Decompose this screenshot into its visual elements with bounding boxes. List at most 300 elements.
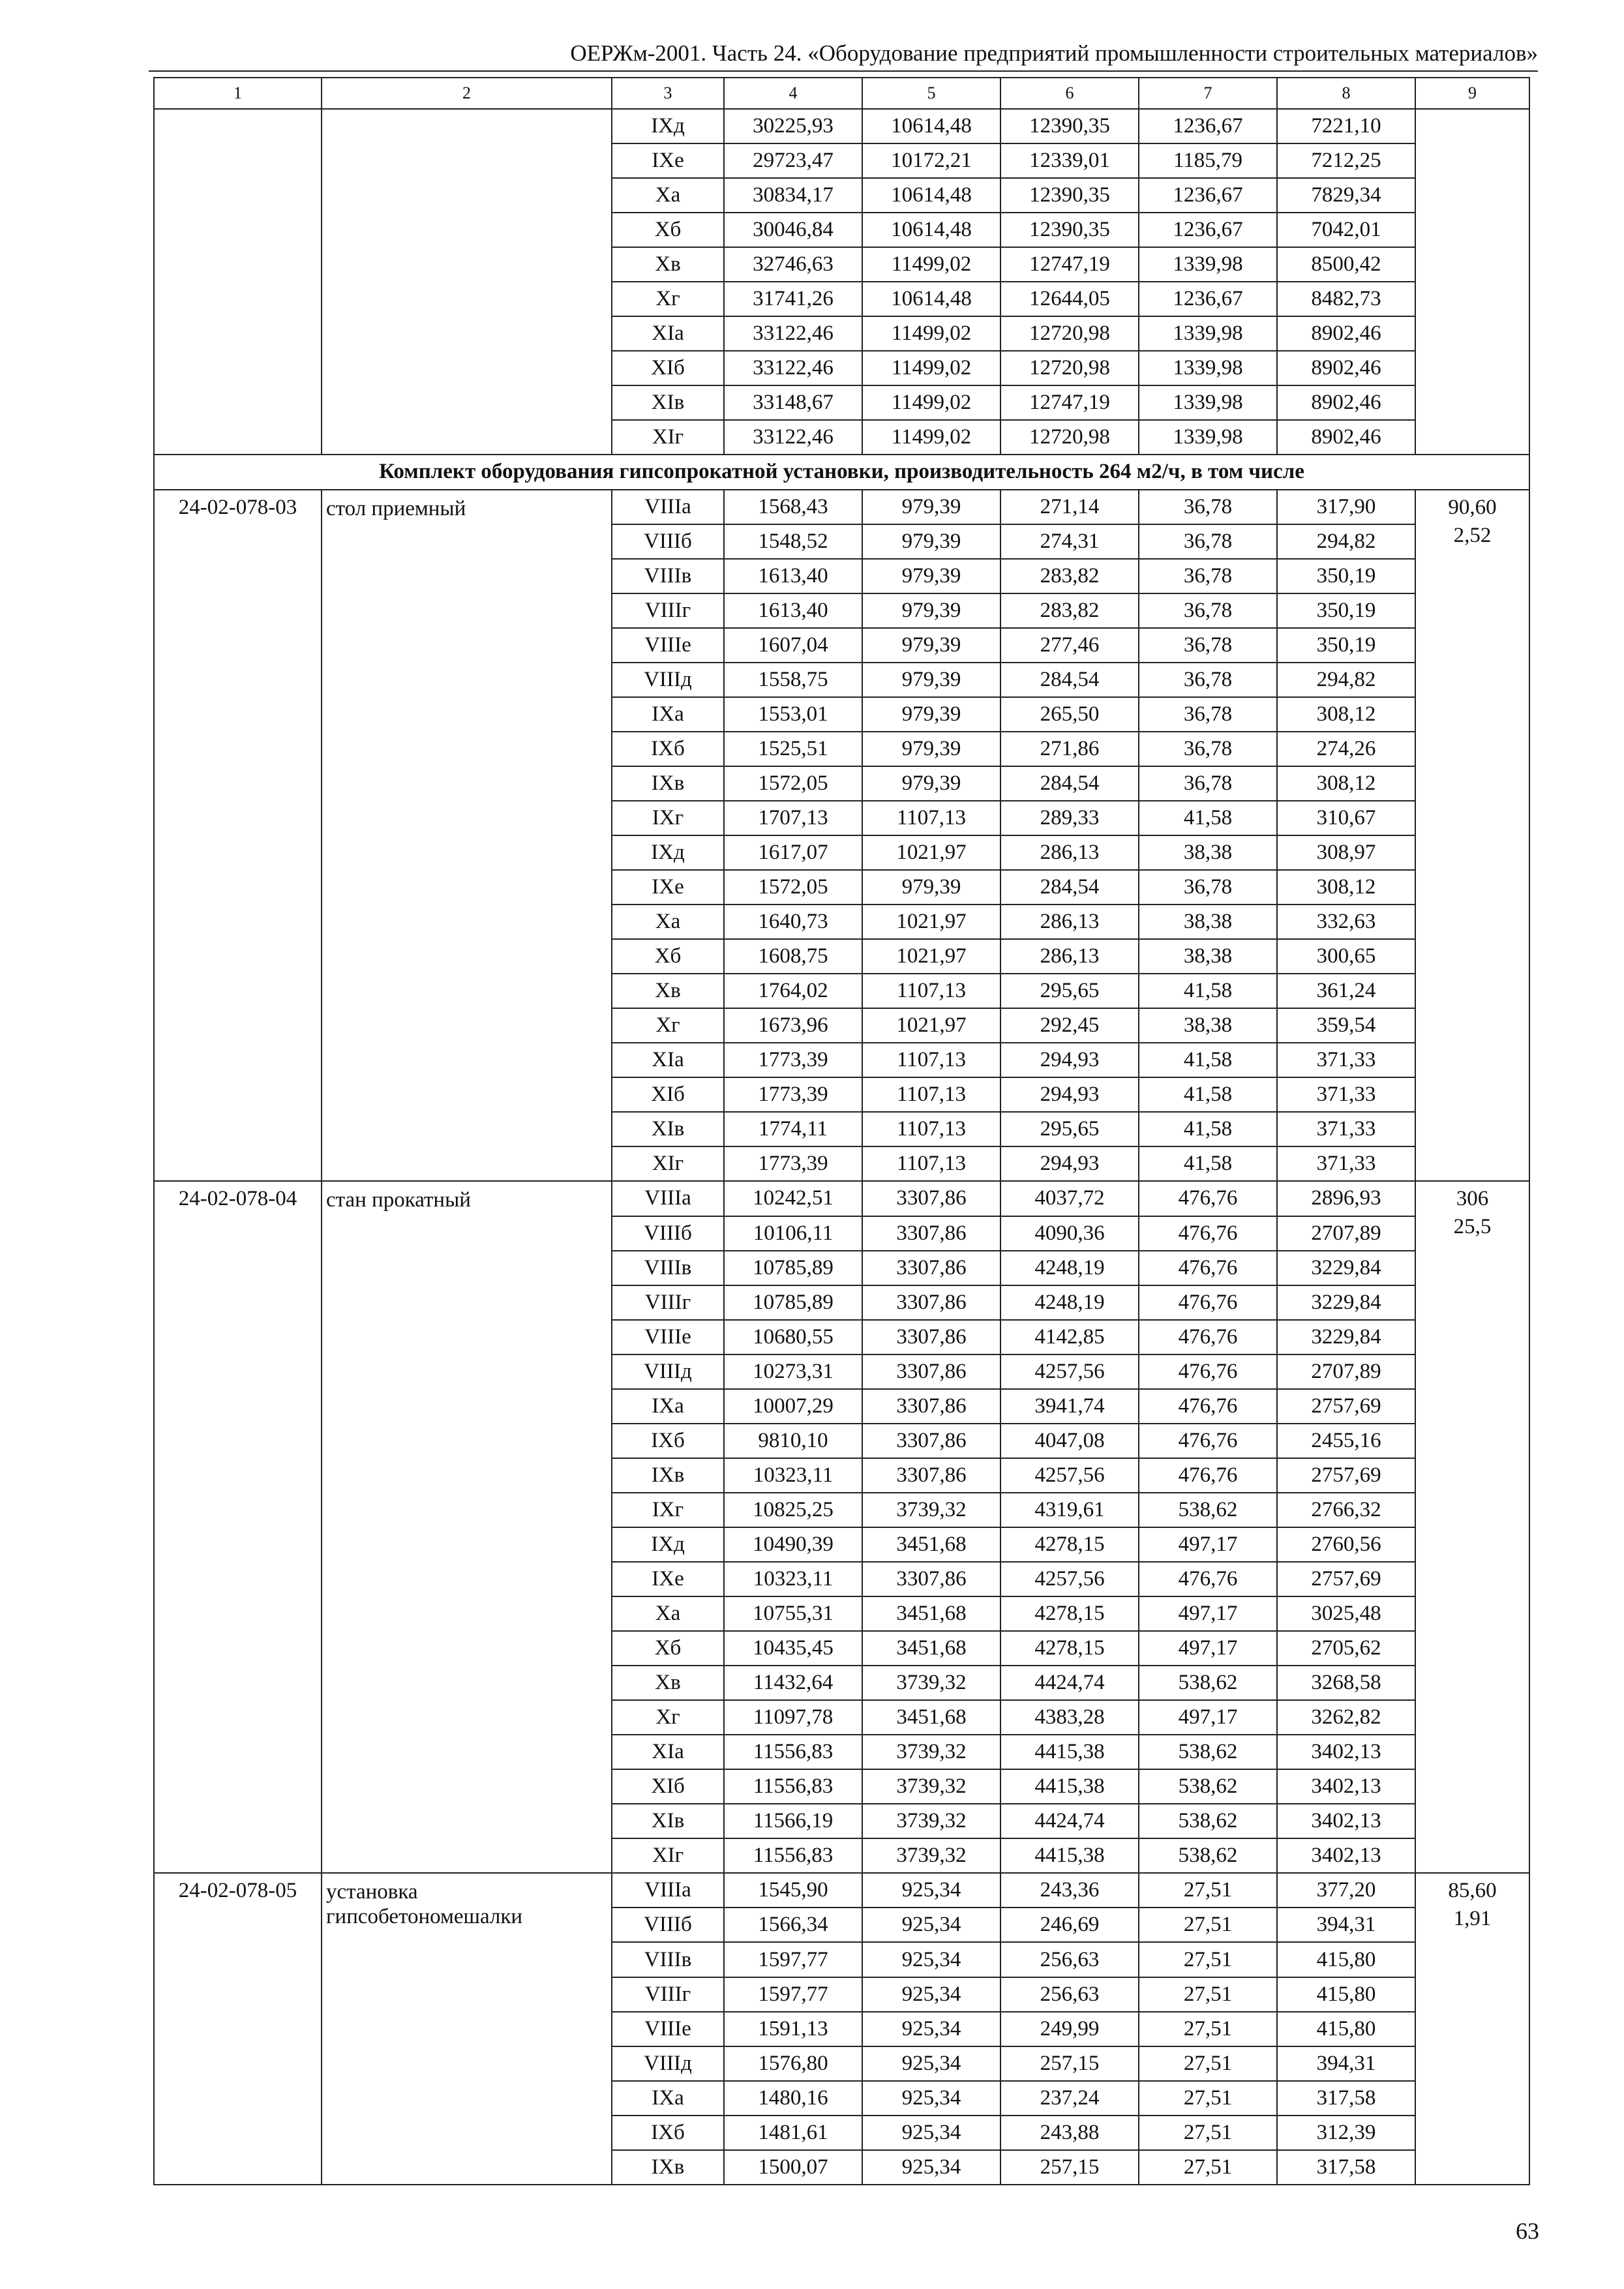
total-cost-cell: 1481,61 — [724, 2116, 862, 2150]
materials-cost-cell: 8902,46 — [1277, 351, 1415, 385]
machine-cost-cell: 257,15 — [1000, 2150, 1139, 2185]
materials-cost-cell: 312,39 — [1277, 2116, 1415, 2150]
machine-cost-cell: 286,13 — [1000, 939, 1139, 974]
materials-cost-cell: 7829,34 — [1277, 178, 1415, 213]
materials-cost-cell: 8902,46 — [1277, 316, 1415, 351]
machinist-wages-cell: 476,76 — [1139, 1424, 1277, 1458]
region-zone-cell: VIIIа — [612, 1873, 724, 1908]
region-zone-cell: VIIIа — [612, 1181, 724, 1216]
machine-cost-cell: 283,82 — [1000, 559, 1139, 593]
machine-cost-cell: 243,36 — [1000, 1873, 1139, 1908]
total-cost-cell: 1613,40 — [724, 559, 862, 593]
materials-cost-cell: 361,24 — [1277, 974, 1415, 1008]
machine-cost-cell: 4424,74 — [1000, 1666, 1139, 1700]
region-zone-cell: IXе — [612, 870, 724, 905]
machine-cost-cell: 12339,01 — [1000, 143, 1139, 178]
materials-cost-cell: 350,19 — [1277, 559, 1415, 593]
region-zone-cell: XIб — [612, 1077, 724, 1112]
materials-cost-cell: 3402,13 — [1277, 1804, 1415, 1838]
wages-cell: 10614,48 — [862, 213, 1000, 247]
total-cost-cell: 31741,26 — [724, 282, 862, 316]
machine-cost-cell: 12644,05 — [1000, 282, 1139, 316]
region-zone-cell: IXа — [612, 697, 724, 732]
machine-cost-cell: 4278,15 — [1000, 1527, 1139, 1562]
machinist-wages-cell: 476,76 — [1139, 1458, 1277, 1493]
machine-cost-cell: 12390,35 — [1000, 213, 1139, 247]
wages-cell: 3739,32 — [862, 1838, 1000, 1873]
wages-cell: 3307,86 — [862, 1458, 1000, 1493]
materials-cost-cell: 394,31 — [1277, 2046, 1415, 2081]
machine-cost-cell: 294,93 — [1000, 1077, 1139, 1112]
machinist-wages-cell: 36,78 — [1139, 732, 1277, 766]
materials-cost-cell: 308,12 — [1277, 697, 1415, 732]
price-table — [153, 77, 1530, 2185]
machinist-wages-cell: 27,51 — [1139, 1942, 1277, 1977]
wages-cell: 925,34 — [862, 2046, 1000, 2081]
total-cost-cell: 30834,17 — [724, 178, 862, 213]
materials-cost-cell: 3262,82 — [1277, 1700, 1415, 1735]
region-zone-cell: XIа — [612, 1735, 724, 1769]
machinist-wages-cell: 1339,98 — [1139, 247, 1277, 282]
materials-cost-cell: 359,54 — [1277, 1008, 1415, 1043]
wages-cell: 11499,02 — [862, 420, 1000, 455]
machine-cost-cell: 249,99 — [1000, 2012, 1139, 2046]
column-number: 7 — [1139, 78, 1277, 109]
machinist-wages-cell: 538,62 — [1139, 1666, 1277, 1700]
wages-cell: 3739,32 — [862, 1666, 1000, 1700]
materials-cost-cell: 8902,46 — [1277, 420, 1415, 455]
wages-cell: 3307,86 — [862, 1354, 1000, 1389]
machinist-wages-cell: 41,58 — [1139, 1112, 1277, 1146]
machinist-wages-cell: 27,51 — [1139, 1873, 1277, 1908]
total-cost-cell: 30046,84 — [724, 213, 862, 247]
machine-cost-cell: 12747,19 — [1000, 385, 1139, 420]
materials-cost-cell: 2757,69 — [1277, 1562, 1415, 1596]
norm-cell — [1415, 109, 1529, 455]
column-number: 2 — [322, 78, 612, 109]
machinist-wages-cell: 41,58 — [1139, 801, 1277, 835]
materials-cost-cell: 2707,89 — [1277, 1216, 1415, 1251]
total-cost-cell: 10323,11 — [724, 1458, 862, 1493]
total-cost-cell: 11566,19 — [724, 1804, 862, 1838]
table-row — [154, 1181, 1529, 1216]
table-row — [154, 490, 1529, 524]
materials-cost-cell: 415,80 — [1277, 1977, 1415, 2012]
materials-cost-cell: 7221,10 — [1277, 109, 1415, 143]
materials-cost-cell: 415,80 — [1277, 2012, 1415, 2046]
wages-cell: 10172,21 — [862, 143, 1000, 178]
wages-cell: 925,34 — [862, 1873, 1000, 1908]
norm-value: 306 — [1456, 1187, 1489, 1211]
materials-cost-cell: 350,19 — [1277, 593, 1415, 628]
wages-cell: 925,34 — [862, 1977, 1000, 2012]
region-zone-cell: Xв — [612, 974, 724, 1008]
total-cost-cell: 11556,83 — [724, 1769, 862, 1804]
machine-cost-cell: 12720,98 — [1000, 420, 1139, 455]
region-zone-cell: VIIIб — [612, 1908, 724, 1942]
total-cost-cell: 10242,51 — [724, 1181, 862, 1216]
total-cost-cell: 1553,01 — [724, 697, 862, 732]
total-cost-cell: 1640,73 — [724, 905, 862, 939]
region-zone-cell: VIIIе — [612, 2012, 724, 2046]
machinist-wages-cell: 497,17 — [1139, 1631, 1277, 1666]
wages-cell: 3307,86 — [862, 1251, 1000, 1285]
materials-cost-cell: 3025,48 — [1277, 1596, 1415, 1631]
machinist-wages-cell: 27,51 — [1139, 1977, 1277, 2012]
machine-cost-cell: 257,15 — [1000, 2046, 1139, 2081]
column-number: 1 — [154, 78, 322, 109]
total-cost-cell: 1707,13 — [724, 801, 862, 835]
wages-cell: 3307,86 — [862, 1389, 1000, 1424]
wages-cell: 1107,13 — [862, 1112, 1000, 1146]
materials-cost-cell: 2757,69 — [1277, 1389, 1415, 1424]
wages-cell: 1021,97 — [862, 1008, 1000, 1043]
machine-cost-cell: 284,54 — [1000, 663, 1139, 697]
machinist-wages-cell: 27,51 — [1139, 1908, 1277, 1942]
machine-cost-cell: 271,14 — [1000, 490, 1139, 524]
region-zone-cell: VIIIв — [612, 1251, 724, 1285]
machine-cost-cell: 294,93 — [1000, 1146, 1139, 1181]
total-cost-cell: 1500,07 — [724, 2150, 862, 2185]
norm-cell — [1415, 490, 1529, 1182]
wages-cell: 10614,48 — [862, 282, 1000, 316]
region-zone-cell: IXд — [612, 835, 724, 870]
machinist-wages-cell: 36,78 — [1139, 663, 1277, 697]
section-title: Комплект оборудования гипсопрокатной установки, производительность 264 м2/ч, в том числе — [154, 455, 1529, 489]
section-row — [154, 455, 1529, 489]
table-body — [154, 109, 1529, 2185]
wages-cell: 1107,13 — [862, 1077, 1000, 1112]
machine-cost-cell: 4383,28 — [1000, 1700, 1139, 1735]
machinist-wages-cell: 36,78 — [1139, 766, 1277, 801]
materials-cost-cell: 2705,62 — [1277, 1631, 1415, 1666]
region-zone-cell: VIIIг — [612, 1977, 724, 2012]
total-cost-cell: 1608,75 — [724, 939, 862, 974]
materials-cost-cell: 371,33 — [1277, 1077, 1415, 1112]
total-cost-cell: 1576,80 — [724, 2046, 862, 2081]
machine-cost-cell: 4415,38 — [1000, 1735, 1139, 1769]
wages-cell: 3307,86 — [862, 1181, 1000, 1216]
region-zone-cell: Xг — [612, 1700, 724, 1735]
machinist-wages-cell: 476,76 — [1139, 1354, 1277, 1389]
machine-cost-cell: 4037,72 — [1000, 1181, 1139, 1216]
region-zone-cell: VIIIг — [612, 1285, 724, 1320]
wages-cell: 3739,32 — [862, 1735, 1000, 1769]
materials-cost-cell: 3402,13 — [1277, 1769, 1415, 1804]
wages-cell: 1021,97 — [862, 939, 1000, 974]
wages-cell: 3451,68 — [862, 1527, 1000, 1562]
total-cost-cell: 33148,67 — [724, 385, 862, 420]
machine-cost-cell: 12390,35 — [1000, 109, 1139, 143]
code-cell — [154, 109, 322, 455]
wages-cell: 925,34 — [862, 2150, 1000, 2185]
wages-cell: 979,39 — [862, 628, 1000, 663]
materials-cost-cell: 350,19 — [1277, 628, 1415, 663]
total-cost-cell: 1568,43 — [724, 490, 862, 524]
region-zone-cell: IXе — [612, 143, 724, 178]
total-cost-cell: 10755,31 — [724, 1596, 862, 1631]
region-zone-cell: VIIIе — [612, 628, 724, 663]
wages-cell: 10614,48 — [862, 109, 1000, 143]
region-zone-cell: VIIIб — [612, 524, 724, 559]
wages-cell: 3307,86 — [862, 1285, 1000, 1320]
wages-cell: 3307,86 — [862, 1216, 1000, 1251]
materials-cost-cell: 371,33 — [1277, 1043, 1415, 1077]
machine-cost-cell: 4415,38 — [1000, 1838, 1139, 1873]
machine-cost-cell: 12747,19 — [1000, 247, 1139, 282]
machinist-wages-cell: 538,62 — [1139, 1493, 1277, 1527]
total-cost-cell: 10680,55 — [724, 1320, 862, 1354]
total-cost-cell: 33122,46 — [724, 316, 862, 351]
total-cost-cell: 1773,39 — [724, 1146, 862, 1181]
wages-cell: 979,39 — [862, 559, 1000, 593]
machinist-wages-cell: 1236,67 — [1139, 282, 1277, 316]
wages-cell: 979,39 — [862, 663, 1000, 697]
total-cost-cell: 30225,93 — [724, 109, 862, 143]
machine-cost-cell: 4142,85 — [1000, 1320, 1139, 1354]
total-cost-cell: 1566,34 — [724, 1908, 862, 1942]
region-zone-cell: XIб — [612, 1769, 724, 1804]
machinist-wages-cell: 538,62 — [1139, 1804, 1277, 1838]
region-zone-cell: IXб — [612, 2116, 724, 2150]
machinist-wages-cell: 476,76 — [1139, 1251, 1277, 1285]
machine-cost-cell: 237,24 — [1000, 2081, 1139, 2116]
machinist-wages-cell: 41,58 — [1139, 974, 1277, 1008]
machinist-wages-cell: 1339,98 — [1139, 351, 1277, 385]
total-cost-cell: 10490,39 — [724, 1527, 862, 1562]
machine-cost-cell: 284,54 — [1000, 870, 1139, 905]
materials-cost-cell: 7212,25 — [1277, 143, 1415, 178]
region-zone-cell: XIг — [612, 420, 724, 455]
region-zone-cell: IXб — [612, 1424, 724, 1458]
wages-cell: 1107,13 — [862, 801, 1000, 835]
machinist-wages-cell: 476,76 — [1139, 1285, 1277, 1320]
total-cost-cell: 1673,96 — [724, 1008, 862, 1043]
region-zone-cell: IXв — [612, 766, 724, 801]
wages-cell: 3739,32 — [862, 1493, 1000, 1527]
wages-cell: 1107,13 — [862, 1146, 1000, 1181]
region-zone-cell: VIIIе — [612, 1320, 724, 1354]
region-zone-cell: XIа — [612, 316, 724, 351]
table-row — [154, 109, 1529, 143]
region-zone-cell: VIIIд — [612, 2046, 724, 2081]
machine-cost-cell: 4090,36 — [1000, 1216, 1139, 1251]
region-zone-cell: IXе — [612, 1562, 724, 1596]
machinist-wages-cell: 476,76 — [1139, 1216, 1277, 1251]
wages-cell: 1107,13 — [862, 974, 1000, 1008]
materials-cost-cell: 2896,93 — [1277, 1181, 1415, 1216]
machinist-wages-cell: 36,78 — [1139, 490, 1277, 524]
wages-cell: 11499,02 — [862, 351, 1000, 385]
machinist-wages-cell: 38,38 — [1139, 1008, 1277, 1043]
column-number: 9 — [1415, 78, 1529, 109]
materials-cost-cell: 3229,84 — [1277, 1285, 1415, 1320]
total-cost-cell: 1773,39 — [724, 1043, 862, 1077]
machine-cost-cell: 277,46 — [1000, 628, 1139, 663]
total-cost-cell: 10785,89 — [724, 1285, 862, 1320]
machinist-wages-cell: 36,78 — [1139, 870, 1277, 905]
materials-cost-cell: 274,26 — [1277, 732, 1415, 766]
code-cell: 24-02-078-05 — [154, 1873, 322, 2184]
machinist-wages-cell: 476,76 — [1139, 1181, 1277, 1216]
machinist-wages-cell: 497,17 — [1139, 1527, 1277, 1562]
machine-cost-cell: 286,13 — [1000, 905, 1139, 939]
total-cost-cell: 1597,77 — [724, 1977, 862, 2012]
norm-cell — [1415, 1873, 1529, 2184]
wages-cell: 3451,68 — [862, 1700, 1000, 1735]
region-zone-cell: XIг — [612, 1146, 724, 1181]
materials-cost-cell: 332,63 — [1277, 905, 1415, 939]
code-cell: 24-02-078-03 — [154, 490, 322, 1182]
region-zone-cell: Xа — [612, 1596, 724, 1631]
machine-cost-cell: 286,13 — [1000, 835, 1139, 870]
region-zone-cell: VIIIб — [612, 1216, 724, 1251]
name-cell: установка гипсобетономешалки — [322, 1873, 612, 2184]
total-cost-cell: 1480,16 — [724, 2081, 862, 2116]
machinist-wages-cell: 538,62 — [1139, 1735, 1277, 1769]
materials-cost-cell: 415,80 — [1277, 1942, 1415, 1977]
wages-cell: 3451,68 — [862, 1631, 1000, 1666]
materials-cost-cell: 2757,69 — [1277, 1458, 1415, 1493]
machine-cost-cell: 265,50 — [1000, 697, 1139, 732]
machinist-wages-cell: 1339,98 — [1139, 385, 1277, 420]
machine-cost-cell: 3941,74 — [1000, 1389, 1139, 1424]
machine-cost-cell: 292,45 — [1000, 1008, 1139, 1043]
region-zone-cell: XIб — [612, 351, 724, 385]
wages-cell: 3739,32 — [862, 1804, 1000, 1838]
total-cost-cell: 10007,29 — [724, 1389, 862, 1424]
region-zone-cell: IXд — [612, 109, 724, 143]
total-cost-cell: 33122,46 — [724, 351, 862, 385]
total-cost-cell: 1607,04 — [724, 628, 862, 663]
total-cost-cell: 1764,02 — [724, 974, 862, 1008]
norm-cell — [1415, 1181, 1529, 1873]
machine-cost-cell: 4278,15 — [1000, 1631, 1139, 1666]
machinist-wages-cell: 38,38 — [1139, 905, 1277, 939]
machinist-wages-cell: 41,58 — [1139, 1146, 1277, 1181]
total-cost-cell: 10825,25 — [724, 1493, 862, 1527]
total-cost-cell: 1597,77 — [724, 1942, 862, 1977]
machine-cost-cell: 4248,19 — [1000, 1285, 1139, 1320]
total-cost-cell: 10435,45 — [724, 1631, 862, 1666]
total-cost-cell: 32746,63 — [724, 247, 862, 282]
total-cost-cell: 11556,83 — [724, 1735, 862, 1769]
wages-cell: 979,39 — [862, 490, 1000, 524]
wages-cell: 979,39 — [862, 870, 1000, 905]
region-zone-cell: XIв — [612, 385, 724, 420]
wages-cell: 979,39 — [862, 697, 1000, 732]
machine-cost-cell: 4257,56 — [1000, 1354, 1139, 1389]
total-cost-cell: 1591,13 — [724, 2012, 862, 2046]
materials-cost-cell: 394,31 — [1277, 1908, 1415, 1942]
materials-cost-cell: 3402,13 — [1277, 1735, 1415, 1769]
machine-cost-cell: 274,31 — [1000, 524, 1139, 559]
materials-cost-cell: 308,97 — [1277, 835, 1415, 870]
norm-value: 90,60 — [1448, 495, 1497, 519]
machinist-wages-cell: 27,51 — [1139, 2116, 1277, 2150]
materials-cost-cell: 2455,16 — [1277, 1424, 1415, 1458]
wages-cell: 979,39 — [862, 732, 1000, 766]
materials-cost-cell: 317,58 — [1277, 2150, 1415, 2185]
machinist-wages-cell: 476,76 — [1139, 1389, 1277, 1424]
region-zone-cell: Xа — [612, 905, 724, 939]
machine-cost-cell: 4248,19 — [1000, 1251, 1139, 1285]
region-zone-cell: Xб — [612, 1631, 724, 1666]
machinist-wages-cell: 36,78 — [1139, 628, 1277, 663]
machine-cost-cell: 4319,61 — [1000, 1493, 1139, 1527]
machinist-wages-cell: 1236,67 — [1139, 213, 1277, 247]
region-zone-cell: VIIIа — [612, 490, 724, 524]
wages-cell: 11499,02 — [862, 385, 1000, 420]
materials-cost-cell: 8902,46 — [1277, 385, 1415, 420]
name-cell: стан прокатный — [322, 1181, 612, 1873]
region-zone-cell: IXб — [612, 732, 724, 766]
total-cost-cell: 29723,47 — [724, 143, 862, 178]
header-rule — [149, 70, 1538, 72]
machinist-wages-cell: 1236,67 — [1139, 109, 1277, 143]
norm-value: 25,5 — [1453, 1215, 1492, 1239]
materials-cost-cell: 3268,58 — [1277, 1666, 1415, 1700]
machine-cost-cell: 295,65 — [1000, 974, 1139, 1008]
machine-cost-cell: 12720,98 — [1000, 351, 1139, 385]
region-zone-cell: VIIIг — [612, 593, 724, 628]
total-cost-cell: 1545,90 — [724, 1873, 862, 1908]
column-number: 4 — [724, 78, 862, 109]
region-zone-cell: Xв — [612, 1666, 724, 1700]
machinist-wages-cell: 36,78 — [1139, 697, 1277, 732]
total-cost-cell: 9810,10 — [724, 1424, 862, 1458]
materials-cost-cell: 371,33 — [1277, 1146, 1415, 1181]
materials-cost-cell: 8482,73 — [1277, 282, 1415, 316]
materials-cost-cell: 2766,32 — [1277, 1493, 1415, 1527]
machinist-wages-cell: 1185,79 — [1139, 143, 1277, 178]
wages-cell: 3739,32 — [862, 1769, 1000, 1804]
total-cost-cell: 1613,40 — [724, 593, 862, 628]
machine-cost-cell: 294,93 — [1000, 1043, 1139, 1077]
total-cost-cell: 10106,11 — [724, 1216, 862, 1251]
machine-cost-cell: 12390,35 — [1000, 178, 1139, 213]
machinist-wages-cell: 41,58 — [1139, 1043, 1277, 1077]
machinist-wages-cell: 41,58 — [1139, 1077, 1277, 1112]
wages-cell: 1107,13 — [862, 1043, 1000, 1077]
machine-cost-cell: 246,69 — [1000, 1908, 1139, 1942]
region-zone-cell: XIа — [612, 1043, 724, 1077]
wages-cell: 11499,02 — [862, 247, 1000, 282]
wages-cell: 925,34 — [862, 2116, 1000, 2150]
region-zone-cell: IXд — [612, 1527, 724, 1562]
machine-cost-cell: 243,88 — [1000, 2116, 1139, 2150]
region-zone-cell: XIв — [612, 1804, 724, 1838]
wages-cell: 925,34 — [862, 2081, 1000, 2116]
region-zone-cell: VIIIд — [612, 1354, 724, 1389]
total-cost-cell: 10323,11 — [724, 1562, 862, 1596]
machine-cost-cell: 4415,38 — [1000, 1769, 1139, 1804]
machinist-wages-cell: 538,62 — [1139, 1838, 1277, 1873]
materials-cost-cell: 308,12 — [1277, 766, 1415, 801]
wages-cell: 1021,97 — [862, 905, 1000, 939]
machinist-wages-cell: 1339,98 — [1139, 420, 1277, 455]
machine-cost-cell: 271,86 — [1000, 732, 1139, 766]
materials-cost-cell: 317,90 — [1277, 490, 1415, 524]
region-zone-cell: IXв — [612, 2150, 724, 2185]
materials-cost-cell: 7042,01 — [1277, 213, 1415, 247]
machine-cost-cell: 295,65 — [1000, 1112, 1139, 1146]
materials-cost-cell: 310,67 — [1277, 801, 1415, 835]
region-zone-cell: XIг — [612, 1838, 724, 1873]
machine-cost-cell: 4047,08 — [1000, 1424, 1139, 1458]
machine-cost-cell: 4424,74 — [1000, 1804, 1139, 1838]
name-cell: стол приемный — [322, 490, 612, 1182]
